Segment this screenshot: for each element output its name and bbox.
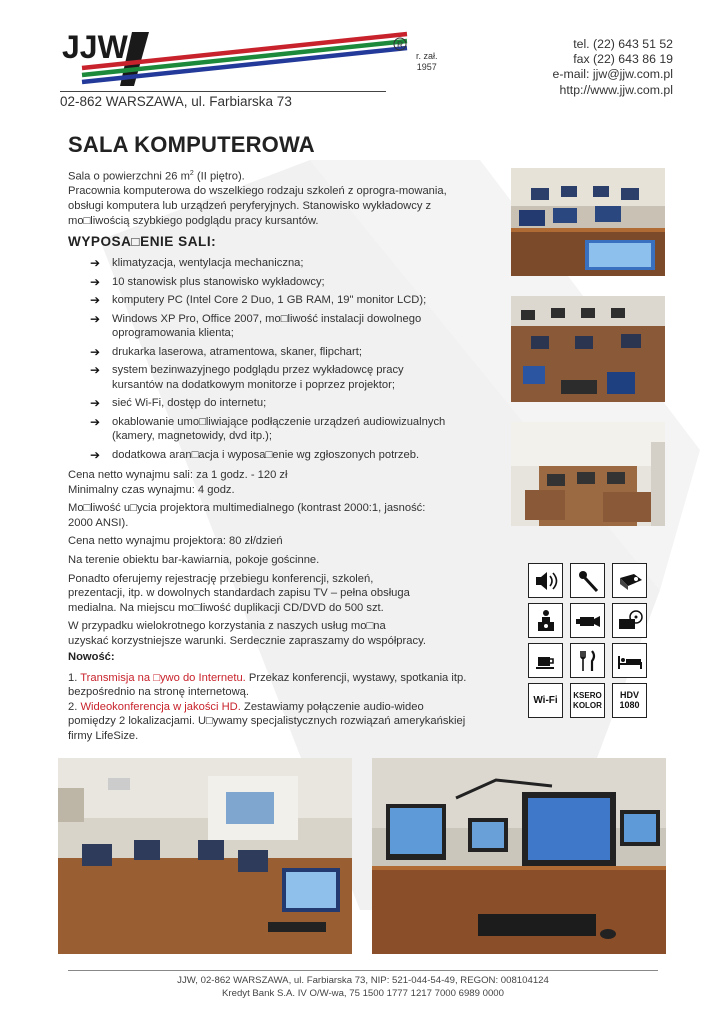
list-item: ➔ dodatkowa aran□acja i wyposa□enie wg zgłoszonych potrzeb. [90, 447, 420, 462]
amenities-icons [528, 563, 648, 719]
projector-info: Mo□liwość u□ycia projektora multimedialnego (kontrast 2000:1, jasność: 2000 ANSI). [68, 502, 426, 529]
classroom-photo-large [58, 758, 352, 954]
speaker-icon [528, 563, 563, 598]
arrow-right-icon: ➔ [90, 311, 101, 326]
list-item: ➔ 10 stanowisk plus stanowisko wykładowcy; [90, 274, 325, 289]
facilities-note: Na terenie obiektu bar-kawiarnia, pokoje gościnne. [68, 553, 320, 566]
ksero-kolor-icon [570, 683, 605, 718]
contact-block [553, 37, 673, 98]
discount-note: W przypadku wielokrotnego korzystania z naszych usług mo□na uzyskać korzystniejsze warunki. Serdecznie zapraszamy do współpracy. [68, 620, 426, 647]
header-address: 02-862 WARSZAWA, ul. Farbiarska 73 [60, 94, 292, 109]
footer-company-info: JJW, 02-862 WARSZAWA, ul. Farbiarska 73, NIP: 521-044-54-49, REGON: 008104124 [177, 975, 549, 986]
list-item: ➔ okablowanie umo□liwiające podłączenie urządzeń audiowizualnych (kamery, magnetowidy, dvd itp.); [90, 414, 446, 443]
intro-description: Pracownia komputerowa do wszelkiego rodzaju szkoleń z oprogra-mowania, obsługi komputera lub urządzeń peryferyjnych. Stanowisko wykładowcy z mo□liwością szybkiego podglądu pracy kursantów. [68, 185, 447, 227]
page-title: SALA KOMPUTEROWA [68, 132, 315, 157]
workstation-photo [372, 758, 666, 954]
minimum-time: Minimalny czas wynajmu: 4 godz. [68, 483, 235, 496]
established-label: r. zał. [416, 51, 438, 61]
news-item-number: 1. [68, 671, 81, 684]
recording-offer: Ponadto oferujemy rejestrację przebiegu konferencji, szkoleń, prezentacji, itp. w dowolnych standardach zapisu TV – pełna obsługa medialna. Na miejscu mo□liwość duplikacji CD/DVD do 500 szt. [68, 572, 410, 614]
classroom-photo [511, 168, 665, 276]
arrow-right-icon: ➔ [90, 274, 101, 289]
hdv-icon [612, 683, 647, 718]
classroom-photo [511, 296, 665, 402]
intro-text [68, 167, 448, 228]
microphone-icon [570, 563, 605, 598]
news-heading: Nowość: [68, 651, 115, 663]
projector-price: Cena netto wynajmu projektora: 80 zł/dzień [68, 535, 283, 548]
projector-icon [612, 563, 647, 598]
classroom-photo [511, 422, 665, 526]
established-year [416, 51, 438, 73]
contact-tel: tel. (22) 643 51 52 [573, 37, 673, 51]
arrow-right-icon: ➔ [90, 447, 101, 462]
hdv-resolution-label: 1080 [619, 699, 640, 710]
header-divider [60, 91, 386, 92]
equipment-list [90, 256, 455, 467]
list-item: ➔ sieć Wi-Fi, dostęp do internetu; [90, 396, 267, 411]
wifi-icon [528, 683, 563, 718]
cutlery-icon [570, 643, 605, 678]
contact-email[interactable]: e-mail: jjw@jjw.com.pl [552, 67, 673, 82]
news-item-text: Zestawiamy połączenie audio-wideo pomiędzy 2 lokalizacjami. U□ywamy specjalistycznych rozwiązań amerykańskiej firmy LifeSize. [68, 700, 466, 742]
room-price: Cena netto wynajmu sali: za 1 godz. - 120 zł [68, 469, 288, 481]
intro-area: Sala o powierzchni 26 m [68, 170, 190, 183]
arrow-right-icon: ➔ [90, 293, 101, 308]
list-item: ➔ drukarka laserowa, atramentowa, skaner, flipchart; [90, 344, 362, 359]
established-year-value: 1957 [416, 62, 437, 72]
intro-floor: (II piętro). [193, 170, 245, 183]
video-camera-icon [570, 603, 605, 638]
list-item: ➔ komputery PC (Intel Core 2 Duo, 1 GB RAM, 19" monitor LCD); [90, 293, 427, 308]
footer-bank-info: Kredyt Bank S.A. IV O/W-wa, 75 1500 1777 1217 7000 6989 0000 [222, 987, 504, 999]
news-item-title: Wideokonferencja w jakości HD. [80, 700, 241, 713]
coffee-cup-icon [528, 643, 563, 678]
presenter-icon [528, 603, 563, 638]
company-logo [62, 28, 422, 90]
ksero-label: KSERO [573, 691, 602, 700]
list-item: ➔ system bezinwazyjnego podglądu przez wykładowcę pracy kursantów na dodatkowym monitorze i poprzez projektor; [90, 363, 404, 391]
arrow-right-icon: ➔ [90, 396, 101, 411]
news-item-text: Przekaz konferencji, wystawy, spotkania itp. bezpośrednio na stronę internetową. [68, 671, 467, 699]
news-item-title: Transmisja na □ywo do Internetu. [80, 671, 246, 684]
bed-icon [612, 643, 647, 678]
kolor-label: KOLOR [573, 700, 602, 710]
arrow-right-icon: ➔ [90, 414, 101, 429]
contact-website[interactable]: http://www.jjw.com.pl [559, 82, 673, 97]
intro-area-sup: 2 [189, 170, 194, 177]
news-item-number: 2. [68, 700, 81, 713]
contact-fax: fax (22) 643 86 19 [573, 52, 673, 67]
news-block [68, 650, 468, 744]
footer-divider [68, 970, 658, 971]
arrow-right-icon: ➔ [90, 256, 101, 270]
pricing-block [68, 468, 428, 649]
list-item: ➔ klimatyzacja, wentylacja mechaniczna; [90, 256, 304, 270]
wifi-label: Wi-Fi [533, 694, 558, 706]
logo-text: JJW [62, 29, 128, 65]
page-footer [68, 975, 658, 1000]
svg-text:R: R [397, 39, 404, 50]
list-item: ➔ Windows XP Pro, Office 2007, mo□liwość instalacji dowolnego oprogramowania klienta; [90, 311, 422, 340]
vcr-dvd-icon [612, 603, 647, 638]
hdv-label: HDV [619, 690, 639, 700]
equipment-heading: WYPOSA□ENIE SALI: [68, 234, 217, 249]
arrow-right-icon: ➔ [90, 344, 101, 359]
arrow-right-icon: ➔ [90, 363, 101, 378]
